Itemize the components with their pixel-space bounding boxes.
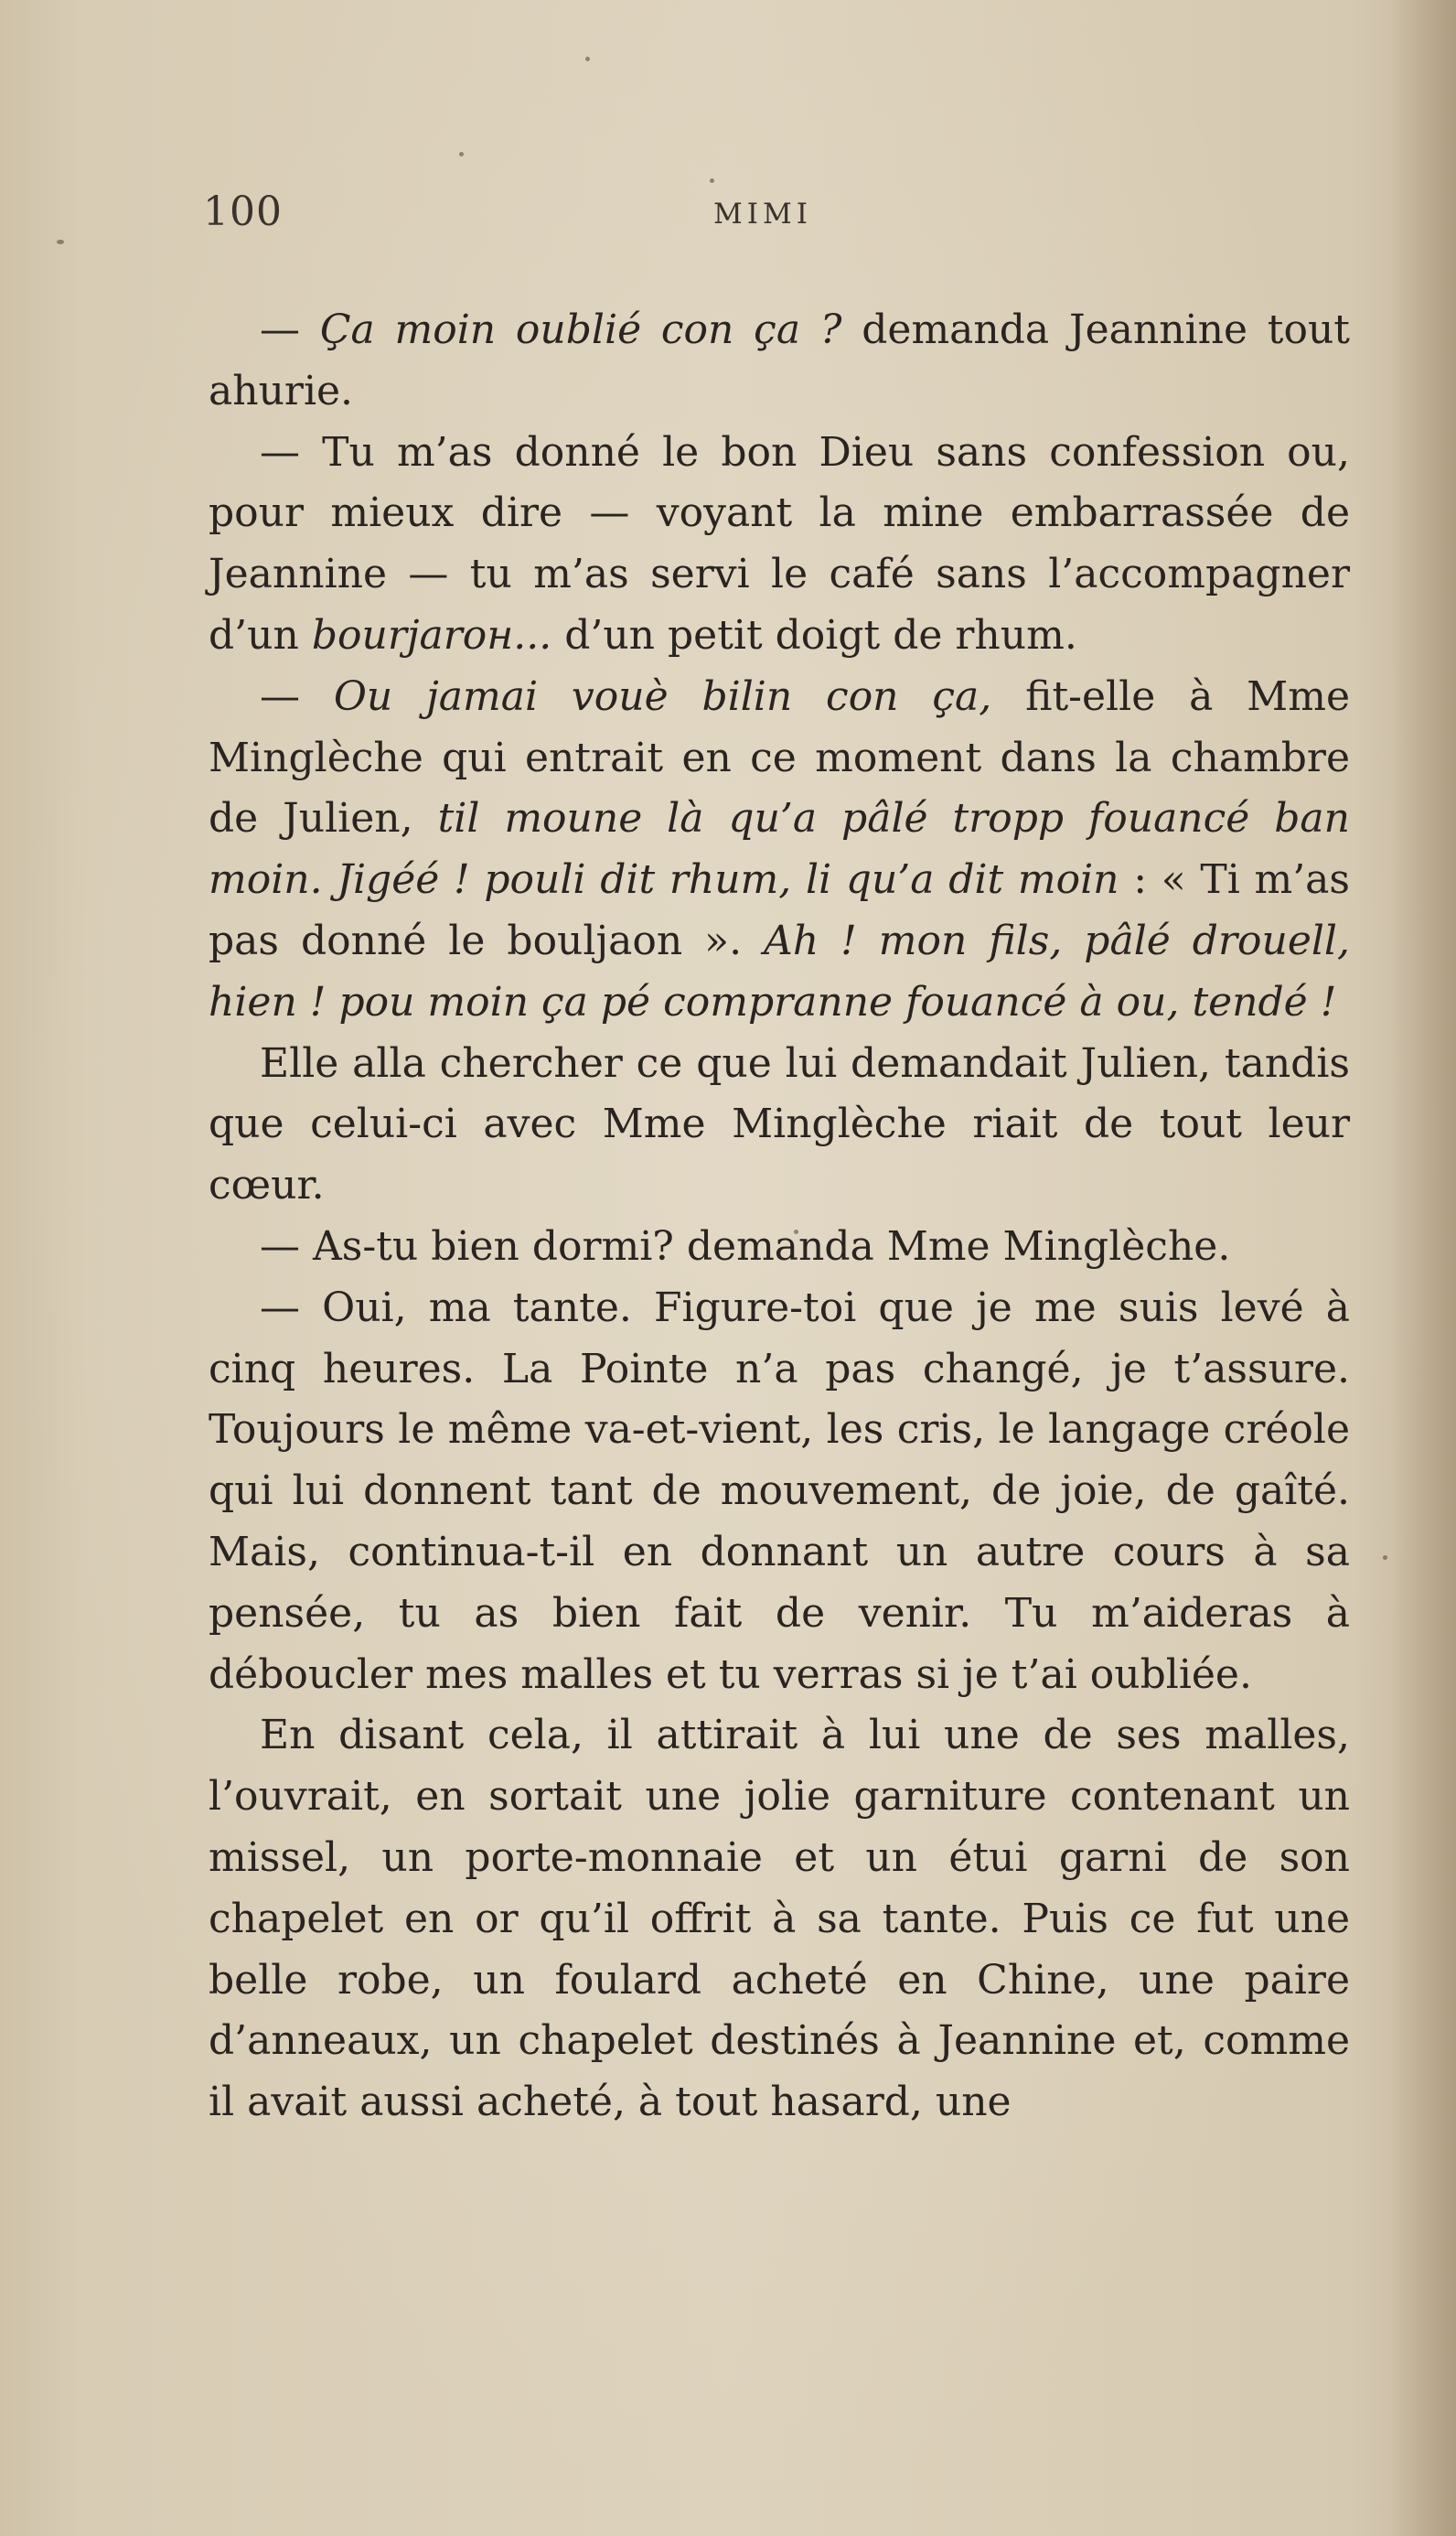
paper-speck [585, 57, 590, 61]
page-header [203, 188, 1351, 240]
paragraph [209, 300, 1350, 423]
page-edge-shadow [1392, 0, 1456, 2536]
paper-speck [710, 178, 714, 183]
creole-word: bourjarон... [311, 611, 552, 659]
text-run: d’un petit doigt de rhum. [551, 611, 1077, 659]
text-run: : « Ti m’as pas donné le bouljaon ». [209, 856, 1350, 964]
paragraph: En disant cela, il attirait à lui une de ses malles, l’ouvrait, en sortait une jolie garniture contenant un missel, un porte-monnaie et un étui garni de son chapelet en or qu’il offrit à sa tante. Puis ce fut une belle robe, un foulard acheté en Chine, une paire d’anneaux, un chapelet destinés à Jeannine et, comme il avait aussi acheté, à tout hasard, une [209, 1712, 1350, 2126]
creole-phrase: Ça moin oublié con ça ? [319, 306, 842, 353]
paragraph: — As-tu bien dormi? demanda Mme Minglèche. [260, 1222, 1231, 1270]
text-run: fit-elle à Mme Minglèche qui entrait en ce moment dans la chambre de Julien, [209, 672, 1350, 843]
text-run: — Tu m’as donné le bon Dieu sans confession ou, pour mieux dire — voyant la mine embarrassée de Jeannine — tu m’as servi le café sans l’accompagner d’un [209, 428, 1350, 659]
page-number: 100 [203, 188, 283, 235]
paragraph [209, 423, 1350, 667]
dash: — [260, 672, 334, 720]
paragraph: Elle alla chercher ce que lui demandait Julien, tandis que celui-ci avec Mme Minglèche riait de tout leur cœur. [209, 1039, 1350, 1209]
running-title: MIMI [713, 198, 812, 231]
paper-speck [57, 240, 64, 244]
creole-phrase: Ou jamai vouè bilin con ça, [333, 672, 992, 720]
paragraph [209, 667, 1350, 1034]
creole-phrase: Ah ! mon fils, pâlé drouell, hien ! pou moin ça pé compranne fouancé à ou, tendé ! [209, 917, 1350, 1026]
dash: — [260, 306, 320, 353]
paper-speck [1383, 1555, 1387, 1560]
text-run: demanda Jeannine tout ahurie. [209, 306, 1350, 414]
paper-speck [459, 152, 464, 156]
paragraph: — Oui, ma tante. Figure-toi que je me suis levé à cinq heures. La Pointe n’a pas changé, je t’assure. Toujours le même va-et-vient, les cris, le langage créole qui lui donnent tant de mouvement, de joie, de gaîté. Mais, continua-t-il en donnant un autre cours à sa pensée, tu as bien fait de venir. Tu m’aideras à déboucler mes malles et tu verras si je t’ai oubliée. [209, 1284, 1350, 1698]
body-text [209, 300, 1350, 2133]
creole-phrase: til moune là qu’a pâlé tropp fouancé ban moin. Jigéé ! pouli dit rhum, li qu’a dit moin [209, 795, 1350, 904]
